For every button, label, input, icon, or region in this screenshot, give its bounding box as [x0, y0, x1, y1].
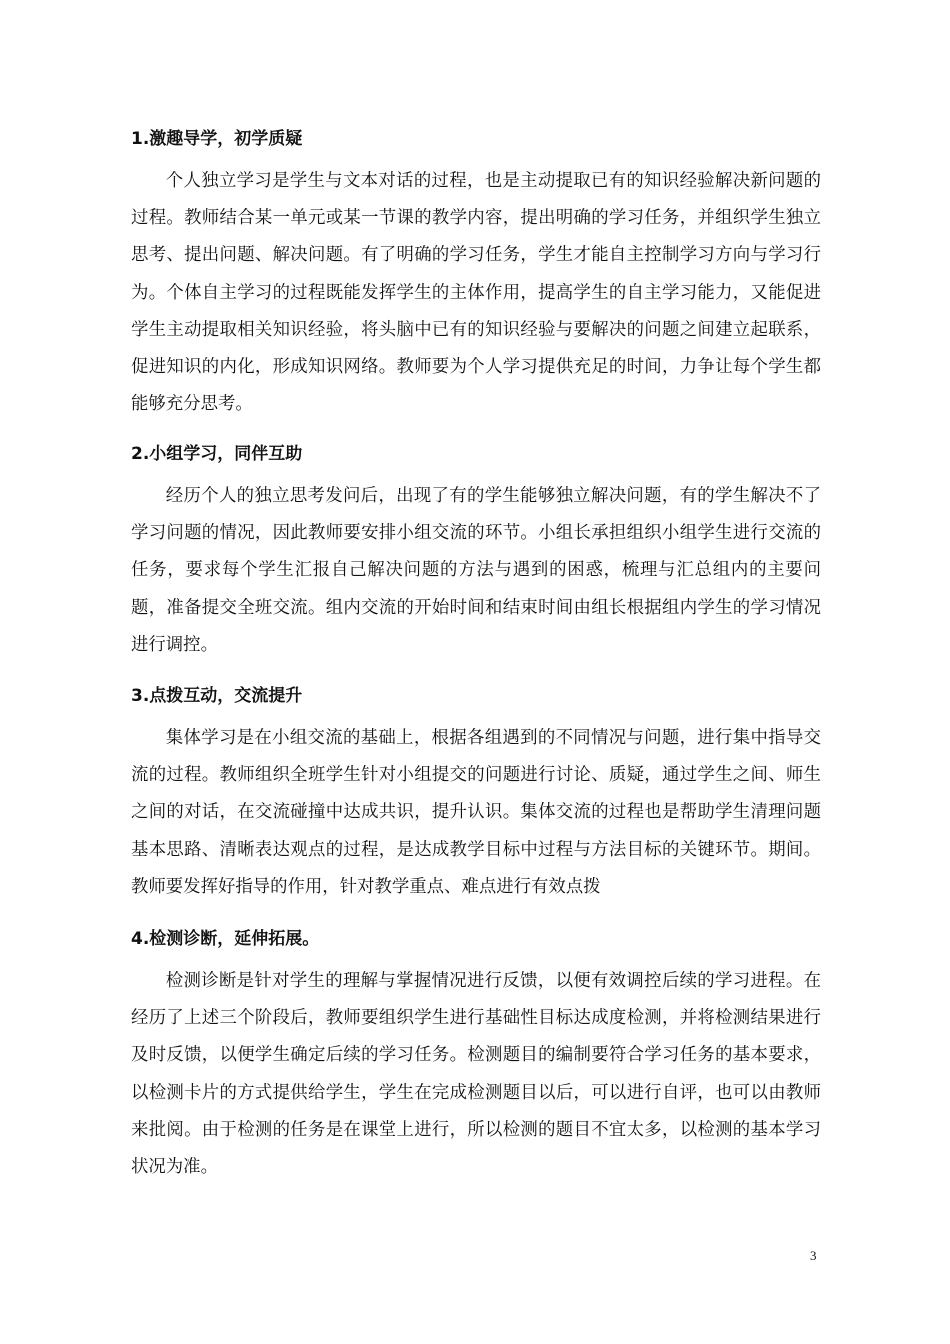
section-2-heading: 2.小组学习，同伴互助	[131, 444, 303, 464]
section-3-body: 集体学习是在小组交流的基础上，根据各组遇到的不同情况与问题，进行集中指导交流的过程。教师组织全班学生针对小组提交的问题进行讨论、质疑，通过学生之间、师生之间的对话，在交流碰撞中达成共识，提升认识。集体交流的过程也是帮助学生清理问题基本思路、清晰表达观点的过程，是达成教学目标中过程与方法目标的关键环节。期间。教师要发挥好指导的作用，针对教学重点、难点进行有效点拨	[131, 728, 821, 897]
page-number: 3	[810, 1248, 817, 1263]
section-1-heading: 1.激趣导学，初学质疑	[131, 129, 303, 149]
section-1-body: 个人独立学习是学生与文本对话的过程，也是主动提取已有的知识经验解决新问题的过程。教师结合某一单元或某一节课的教学内容，提出明确的学习任务，并组织学生独立思考、提出问题、解决问题。有了明确的学习任务，学生才能自主控制学习方向与学习行为。个体自主学习的过程既能发挥学生的主体作用，提高学生的自主学习能力，又能促进学生主动提取相关知识经验，将头脑中已有的知识经验与要解决的问题之间建立起联系，促进知识的内化，形成知识网络。教师要为个人学习提供充足的时间，力争让每个学生都能够充分思考。	[131, 171, 821, 415]
section-2-body: 经历个人的独立思考发问后，出现了有的学生能够独立解决问题，有的学生解决不了学习问题的情况，因此教师要安排小组交流的环节。小组长承担组织小组学生进行交流的任务，要求每个学生汇报自己解决问题的方法与遇到的困惑，梳理与汇总组内的主要问题，准备提交全班交流。组内交流的开始时间和结束时间由组长根据组内学生的学习情况进行调控。	[131, 486, 821, 655]
section-4-body: 检测诊断是针对学生的理解与掌握情况进行反馈，以便有效调控后续的学习进程。在经历了上述三个阶段后，教师要组织学生进行基础性目标达成度检测，并将检测结果进行及时反馈，以便学生确定后续的学习任务。检测题目的编制要符合学习任务的基本要求，以检测卡片的方式提供给学生，学生在完成检测题目以后，可以进行自评，也可以由教师来批阅。由于检测的任务是在课堂上进行，所以检测的题目不宜太多，以检测的基本学习状况为准。	[131, 971, 821, 1178]
section-3-heading: 3.点拨互动，交流提升	[131, 686, 303, 706]
section-4-heading: 4.检测诊断，延伸拓展。	[131, 929, 320, 949]
